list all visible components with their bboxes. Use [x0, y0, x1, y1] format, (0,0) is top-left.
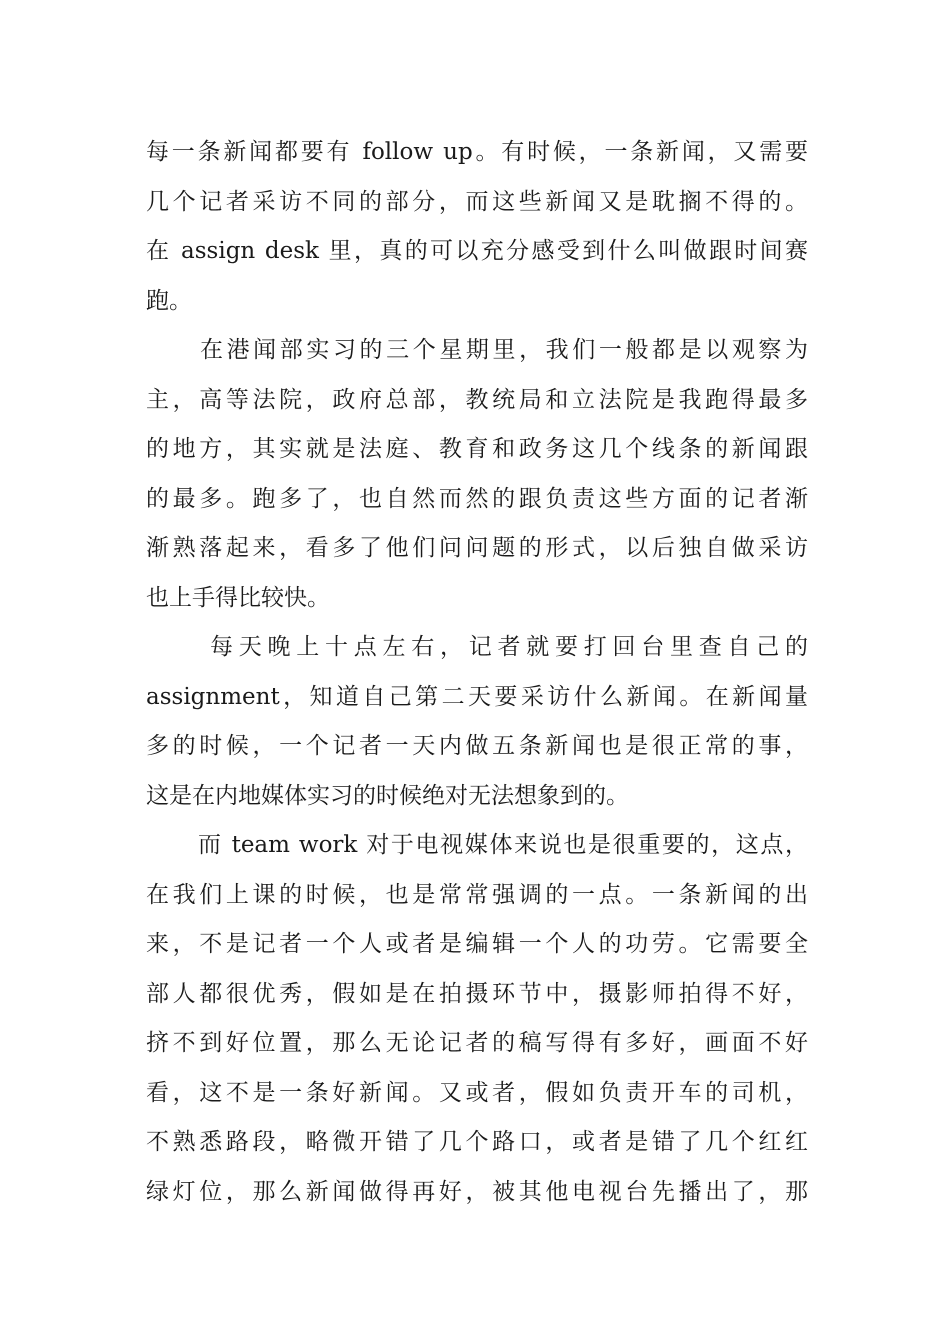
text-line: 的最多。跑多了，也自然而然的跟负责这些方面的记者渐: [146, 485, 808, 512]
text-line: 部人都很优秀，假如是在拍摄环节中，摄影师拍得不好，: [146, 980, 808, 1007]
text-line: 在 assign desk 里，真的可以充分感受到什么叫做跟时间赛: [146, 238, 808, 264]
text-line: 而 team work 对于电视媒体来说也是很重要的，这点，: [198, 832, 808, 858]
text-line: 多的时候，一个记者一天内做五条新闻也是很正常的事，: [146, 733, 808, 759]
text-line: 绿灯位，那么新闻做得再好，被其他电视台先播出了，那: [146, 1178, 808, 1205]
text-line: 挤不到好位置，那么无论记者的稿写得有多好，画面不好: [146, 1030, 808, 1056]
text-line: 在港闻部实习的三个星期里，我们一般都是以观察为: [200, 337, 808, 363]
text-line: 这是在内地媒体实习的时候绝对无法想象到的。: [146, 782, 629, 809]
text-line: 来，不是记者一个人或者是编辑一个人的功劳。它需要全: [146, 931, 808, 957]
text-line: 每一条新闻都要有 follow up。有时候，一条新闻，又需要: [146, 139, 808, 165]
text-line: assignment，知道自己第二天要采访什么新闻。在新闻量: [146, 683, 808, 710]
text-line: 也上手得比较快。: [146, 584, 330, 611]
text-line: 不熟悉路段，略微开错了几个路口，或者是错了几个红红: [146, 1129, 808, 1155]
text-line: 在我们上课的时候，也是常常强调的一点。一条新闻的出: [146, 881, 808, 908]
text-line: 的地方，其实就是法庭、教育和政务这几个线条的新闻跟: [146, 436, 808, 462]
text-line: 看，这不是一条好新闻。又或者，假如负责开车的司机，: [146, 1079, 808, 1106]
text-line: 跑。: [146, 287, 192, 314]
text-line: 几个记者采访不同的部分，而这些新闻又是耽搁不得的。: [146, 188, 808, 215]
text-line: 渐熟落起来，看多了他们问问题的形式，以后独自做采访: [146, 535, 808, 561]
body-text: [146, 128, 808, 1217]
text-line: 主，高等法院，政府总部，教统局和立法院是我跑得最多: [146, 386, 808, 413]
text-line: 每天晚上十点左右，记者就要打回台里查自己的: [210, 634, 808, 660]
